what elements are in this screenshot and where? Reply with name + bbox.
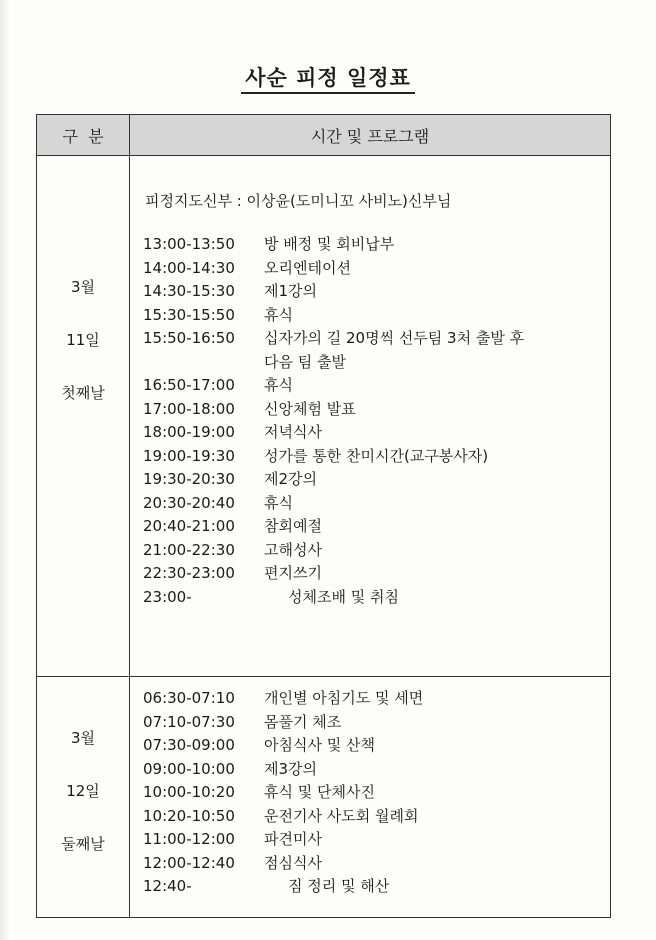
day2-schedule-list <box>130 687 610 899</box>
schedule-time: 10:00-10:20 <box>143 783 235 801</box>
header-category: 구 분 <box>37 115 130 156</box>
day2-month: 3월 <box>70 729 96 747</box>
day2-date: 12일 <box>66 782 100 800</box>
schedule-program: 제3강의 <box>264 759 318 778</box>
day1-row <box>37 156 611 677</box>
schedule-program: 짐 정리 및 해산 <box>288 877 390 895</box>
schedule-program: 성가를 통한 찬미시간(교구봉사자) <box>264 446 489 465</box>
schedule-program: 휴식 <box>264 305 293 324</box>
schedule-program: 십자가의 길 20명씩 선두팀 3처 출발 후 <box>264 329 525 347</box>
schedule-item <box>130 257 610 281</box>
schedule-time: 14:00-14:30 <box>143 258 235 277</box>
schedule-program: 운전기사 사도회 월례회 <box>264 806 419 825</box>
day1-date: 11일 <box>66 331 100 349</box>
schedule-program: 오리엔테이션 <box>264 258 351 277</box>
schedule-time: 09:00-10:00 <box>143 759 235 778</box>
schedule-item <box>130 280 610 304</box>
schedule-time: 20:40-21:00 <box>143 517 235 535</box>
schedule-item <box>130 398 610 422</box>
schedule-item <box>130 421 610 445</box>
page-title <box>0 62 656 92</box>
schedule-time: 18:00-19:00 <box>143 423 235 441</box>
schedule-item <box>130 515 610 539</box>
schedule-time: 10:20-10:50 <box>143 806 235 825</box>
schedule-item <box>130 828 610 852</box>
schedule-program: 고해성사 <box>264 540 322 559</box>
schedule-program: 참회예절 <box>264 517 322 535</box>
schedule-program: 방 배정 및 회비납부 <box>264 235 395 253</box>
schedule-program: 개인별 아침기도 및 세면 <box>264 689 424 707</box>
day1-program-cell <box>130 156 611 677</box>
day2-label: 둘째날 <box>61 835 105 853</box>
schedule-item <box>130 734 610 758</box>
schedule-time: 19:00-19:30 <box>143 446 235 465</box>
schedule-time: 12:00-12:40 <box>143 853 235 872</box>
schedule-program: 휴식 <box>264 376 293 394</box>
page-edge-shadow <box>0 0 10 940</box>
schedule-item <box>130 445 610 469</box>
schedule-time: 07:30-09:00 <box>143 736 235 754</box>
schedule-time: 15:50-16:50 <box>143 329 235 347</box>
schedule-item <box>130 233 610 257</box>
schedule-time: 17:00-18:00 <box>143 399 235 418</box>
schedule-table <box>36 114 611 918</box>
schedule-program: 성체조배 및 취침 <box>288 587 399 606</box>
schedule-program: 몸풀기 체조 <box>264 712 342 731</box>
schedule-program: 파견미사 <box>264 830 322 848</box>
schedule-program: 휴식 및 단체사진 <box>264 783 375 801</box>
page-title-text: 사순 피정 일정표 <box>241 66 415 94</box>
schedule-program: 휴식 <box>264 493 293 512</box>
schedule-program: 저녁식사 <box>264 423 322 441</box>
schedule-program: 편지쓰기 <box>264 564 322 582</box>
day1-label: 첫째날 <box>61 384 105 402</box>
schedule-item <box>130 781 610 805</box>
schedule-time: 23:00- <box>143 587 192 606</box>
schedule-program: 다음 팀 출발 <box>264 352 346 371</box>
schedule-time: 19:30-20:30 <box>143 470 235 488</box>
schedule-time: 22:30-23:00 <box>143 564 235 582</box>
schedule-item <box>130 539 610 563</box>
schedule-program: 점심식사 <box>264 853 322 872</box>
schedule-time: 15:30-15:50 <box>143 305 235 324</box>
schedule-item <box>130 687 610 711</box>
schedule-item <box>130 711 610 735</box>
day1-month: 3월 <box>70 278 96 296</box>
schedule-program: 제1강의 <box>264 282 318 300</box>
schedule-time: 16:50-17:00 <box>143 376 235 394</box>
schedule-item <box>130 758 610 782</box>
schedule-item <box>130 875 610 899</box>
day2-row <box>37 677 611 918</box>
retreat-director: 피정지도신부 : 이상윤(도미니꼬 사비노)신부님 <box>145 192 452 210</box>
day2-label-cell <box>37 677 130 918</box>
schedule-item <box>130 374 610 398</box>
schedule-program: 아침식사 및 산책 <box>264 736 375 754</box>
schedule-time: 07:10-07:30 <box>143 712 235 731</box>
schedule-time: 20:30-20:40 <box>143 493 235 512</box>
day1-label-cell <box>37 156 130 677</box>
schedule-time: 06:30-07:10 <box>143 689 235 707</box>
day1-schedule-list <box>130 233 610 609</box>
schedule-item <box>130 327 610 351</box>
schedule-time: 14:30-15:30 <box>143 282 235 300</box>
schedule-item <box>130 852 610 876</box>
schedule-item <box>130 304 610 328</box>
schedule-time: 13:00-13:50 <box>143 235 235 253</box>
schedule-item <box>130 351 610 375</box>
schedule-program: 제2강의 <box>264 470 318 488</box>
schedule-item <box>130 468 610 492</box>
header-program: 시간 및 프로그램 <box>130 115 611 156</box>
schedule-program: 신앙체험 발표 <box>264 399 356 418</box>
schedule-item <box>130 492 610 516</box>
day2-program-cell <box>130 677 611 918</box>
schedule-item <box>130 805 610 829</box>
schedule-time: 21:00-22:30 <box>143 540 235 559</box>
schedule-item <box>130 586 610 610</box>
header-row <box>37 115 611 156</box>
schedule-item <box>130 562 610 586</box>
schedule-time: 11:00-12:00 <box>143 830 235 848</box>
schedule-time: 12:40- <box>143 877 192 895</box>
